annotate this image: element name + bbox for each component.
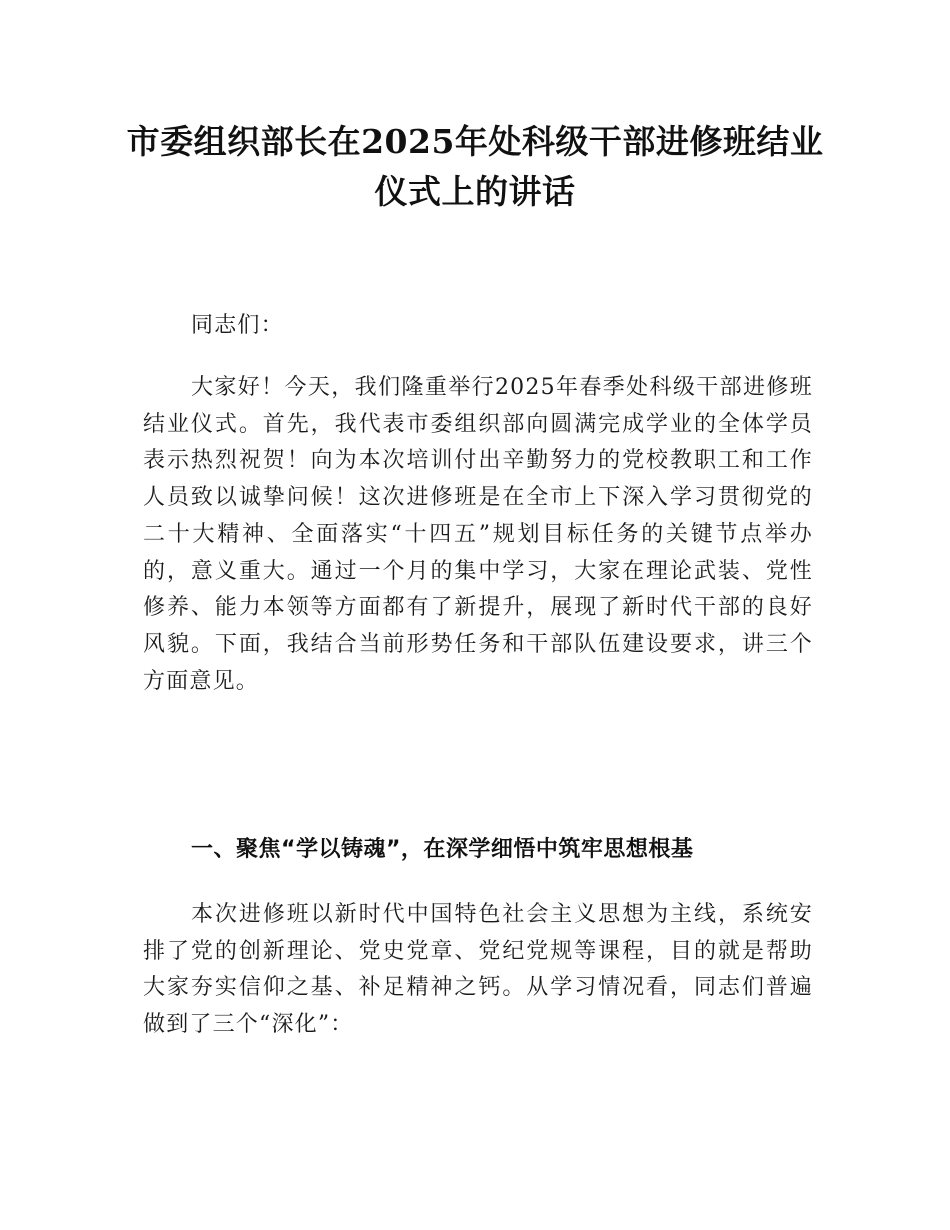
salutation: 同志们： <box>191 313 284 338</box>
document-title: 市委组织部长在2025年处科级干部进修班结业仪式上的讲话 <box>126 122 824 211</box>
section-heading: 一、聚焦“学以铸魂”，在深学细悟中筑牢思想根基 <box>191 837 694 862</box>
body-paragraph: 本次进修班以新时代中国特色社会主义思想为主线，系统安排了党的创新理论、党史党章、党纪党规等课程，目的就是帮助大家夯实信仰之基、补足精神之钙。从学习情况看，同志们普遍做到了三个“深化”： <box>143 902 813 1038</box>
body-paragraph: 大家好！今天，我们隆重举行2025年春季处科级干部进修班结业仪式。首先，我代表市委组织部向圆满完成学业的全体学员表示热烈祝贺！向为本次培训付出辛勤努力的党校教职工和工作人员致以诚挚问候！这次进修班是在全市上下深入学习贯彻党的二十大精神、全面落实“十四五”规划目标任务的关键节点举办的，意义重大。通过一个月的集中学习，大家在理论武装、党性修养、能力本领等方面都有了新提升，展现了新时代干部的良好风貌。下面，我结合当前形势任务和干部队伍建设要求，讲三个方面意见。 <box>143 375 813 694</box>
